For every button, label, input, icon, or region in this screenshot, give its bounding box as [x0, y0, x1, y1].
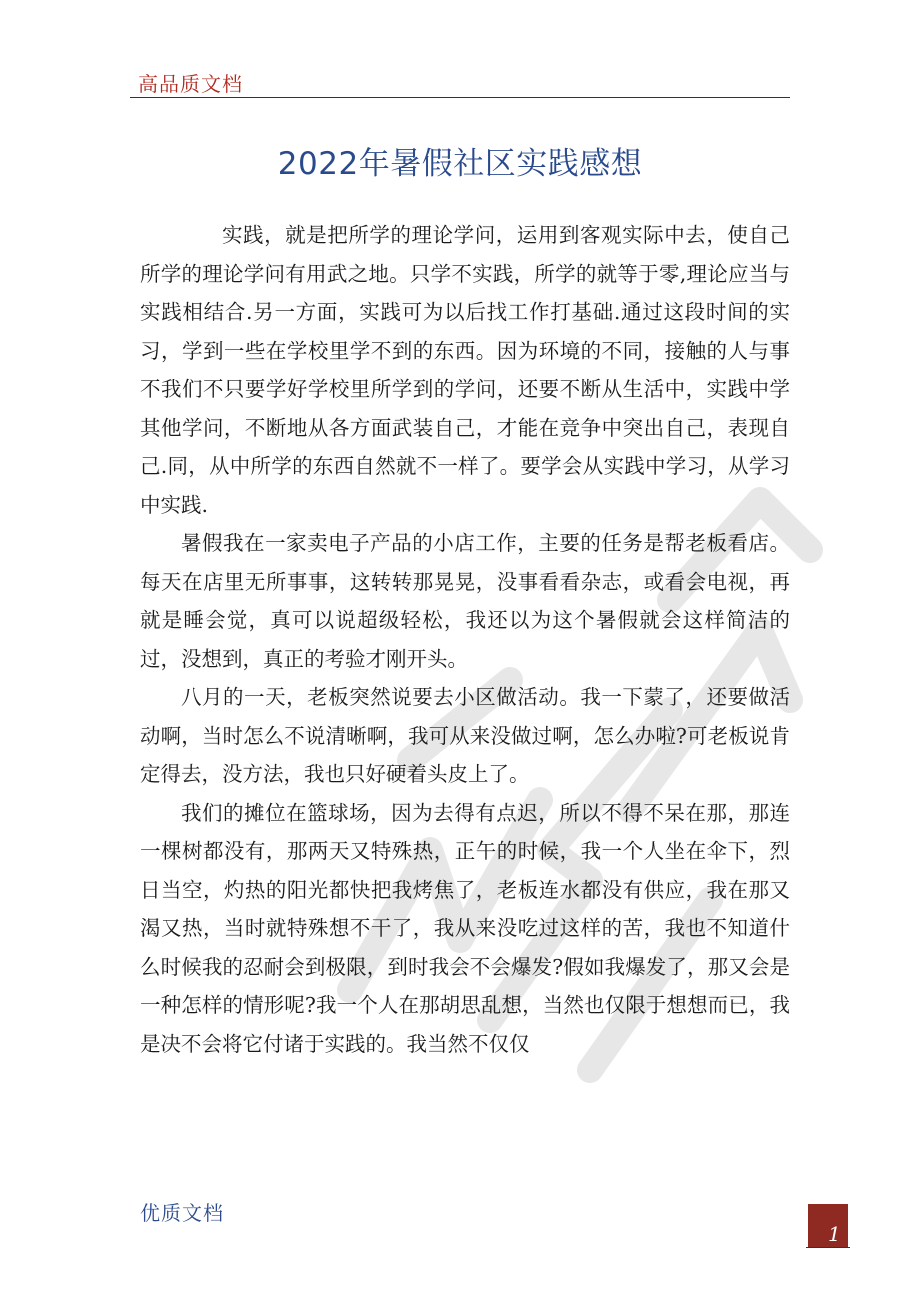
page-number: 1: [828, 1222, 841, 1246]
document-body: [140, 216, 790, 1063]
paragraph-1: 实践，就是把所学的理论学问，运用到客观实际中去，使自己所学的理论学问有用武之地。只学不实践，所学的就等于零,理论应当与实践相结合.另一方面，实践可为以后找工作打基础.通过这段时间的实习，学到一些在学校里学不到的东西。因为环境的不同，接触的人与事不我们不只要学好学校里所学到的学问，还要不断从生活中，实践中学其他学问，不断地从各方面武装自己，才能在竞争中突出自己，表现自己.同，从中所学的东西自然就不一样了。要学会从实践中学习，从学习中实践.: [140, 223, 790, 517]
paragraph-3: 八月的一天，老板突然说要去小区做活动。我一下蒙了，还要做活动啊，当时怎么不说清晰啊，我可从来没做过啊，怎么办啦?可老板说肯定得去，没方法，我也只好硬着头皮上了。: [140, 685, 790, 786]
paragraph-4: 我们的摊位在篮球场，因为去得有点迟，所以不得不呆在那，那连一棵树都没有，那两天又特殊热，正午的时候，我一个人坐在伞下，烈日当空，灼热的阳光都快把我烤焦了，老板连水都没有供应，我在那又渴又热，当时就特殊想不干了，我从来没吃过这样的苦，我也不知道什么时候我的忍耐会到极限，到时我会不会爆发?假如我爆发了，那又会是一种怎样的情形呢?我一个人在那胡思乱想，当然也仅限于想想而已，我是决不会将它付诸于实践的。我当然不仅仅: [140, 800, 790, 1056]
header-label: 高品质文档: [138, 72, 243, 96]
footer-label: 优质文档: [140, 1201, 224, 1225]
footer-divider: [806, 1247, 850, 1248]
paragraph-2: 暑假我在一家卖电子产品的小店工作，主要的任务是帮老板看店。每天在店里无所事事，这转转那晃晃，没事看看杂志，或看会电视，再就是睡会觉，真可以说超级轻松，我还以为这个暑假就会这样简洁的过，没想到，真正的考验才刚开头。: [140, 531, 790, 671]
header-divider: [130, 97, 790, 98]
document-title: 2022年暑假社区实践感想: [277, 146, 643, 182]
